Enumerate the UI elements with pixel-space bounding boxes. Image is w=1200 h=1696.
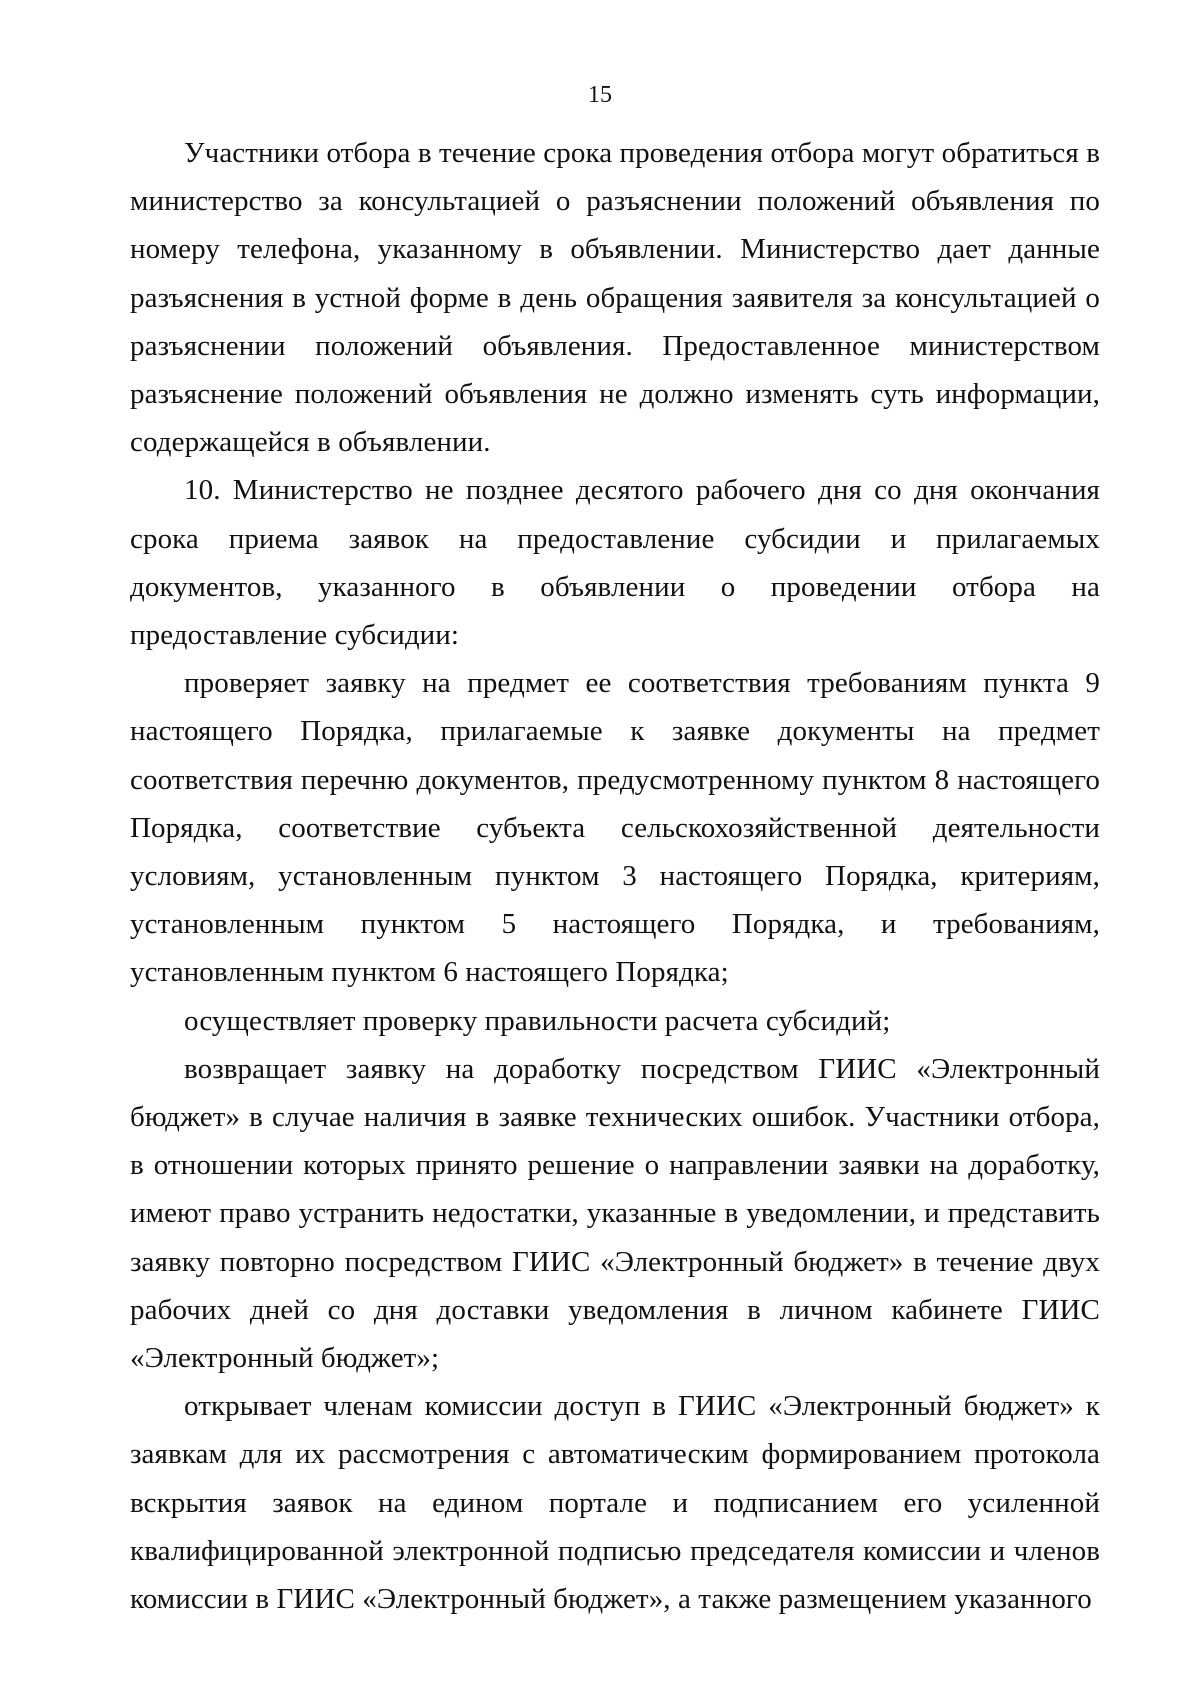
paragraph-checks-calculation: осуществляет проверку правильности расчета субсидий; xyxy=(184,1004,891,1037)
paragraph-consultation: Участники отбора в течение срока проведения отбора могут обратиться в министерство за консультацией о разъяснении положений объявления по номеру телефона, указанному в объявлении. Министерство дает данные разъяснения в устной форме в день обращения заявителя за консультацией о разъяснении положений объявления. Предоставленное министерством разъяснение положений объявления не должно изменять суть информации, содержащейся в объявлении. xyxy=(130,137,1100,459)
paragraph-item-10: 10. Министерство не позднее десятого рабочего дня со дня окончания срока приема заявок на предоставление субсидии и прилагаемых документов, указанного в объявлении о проведении отбора на предоставление субсидии: xyxy=(130,474,1100,652)
document-body xyxy=(130,129,1100,1623)
paragraph-checks-application: проверяет заявку на предмет ее соответствия требованиям пункта 9 настоящего Порядка, прилагаемые к заявке документы на предмет соответствия перечню документов, предусмотренному пунктом 8 настоящего Порядка, соответствие субъекта сельскохозяйственной деятельности условиям, установленным пунктом 3 настоящего Порядка, критериям, установленным пунктом 5 настоящего Порядка, и требованиям, установленным пунктом 6 настоящего Порядка; xyxy=(130,667,1100,989)
paragraph-returns-application: возвращает заявку на доработку посредством ГИИС «Электронный бюджет» в случае наличия в заявке технических ошибок. Участники отбора, в отношении которых принято решение о направлении заявки на доработку, имеют право устранить недостатки, указанные в уведомлении, и представить заявку повторно посредством ГИИС «Электронный бюджет» в течение двух рабочих дней со дня доставки уведомления в личном кабинете ГИИС «Электронный бюджет»; xyxy=(130,1052,1100,1375)
paragraph-opens-access: открывает членам комиссии доступ в ГИИС «Электронный бюджет» к заявкам для их рассмотрения с автоматическим формированием протокола вскрытия заявок на едином портале и подписанием его усиленной квалифицированной электронной подписью председателя комиссии и членов комиссии в ГИИС «Электронный бюджет», а также размещением указанного xyxy=(130,1390,1100,1616)
page-number: 15 xyxy=(588,82,612,108)
